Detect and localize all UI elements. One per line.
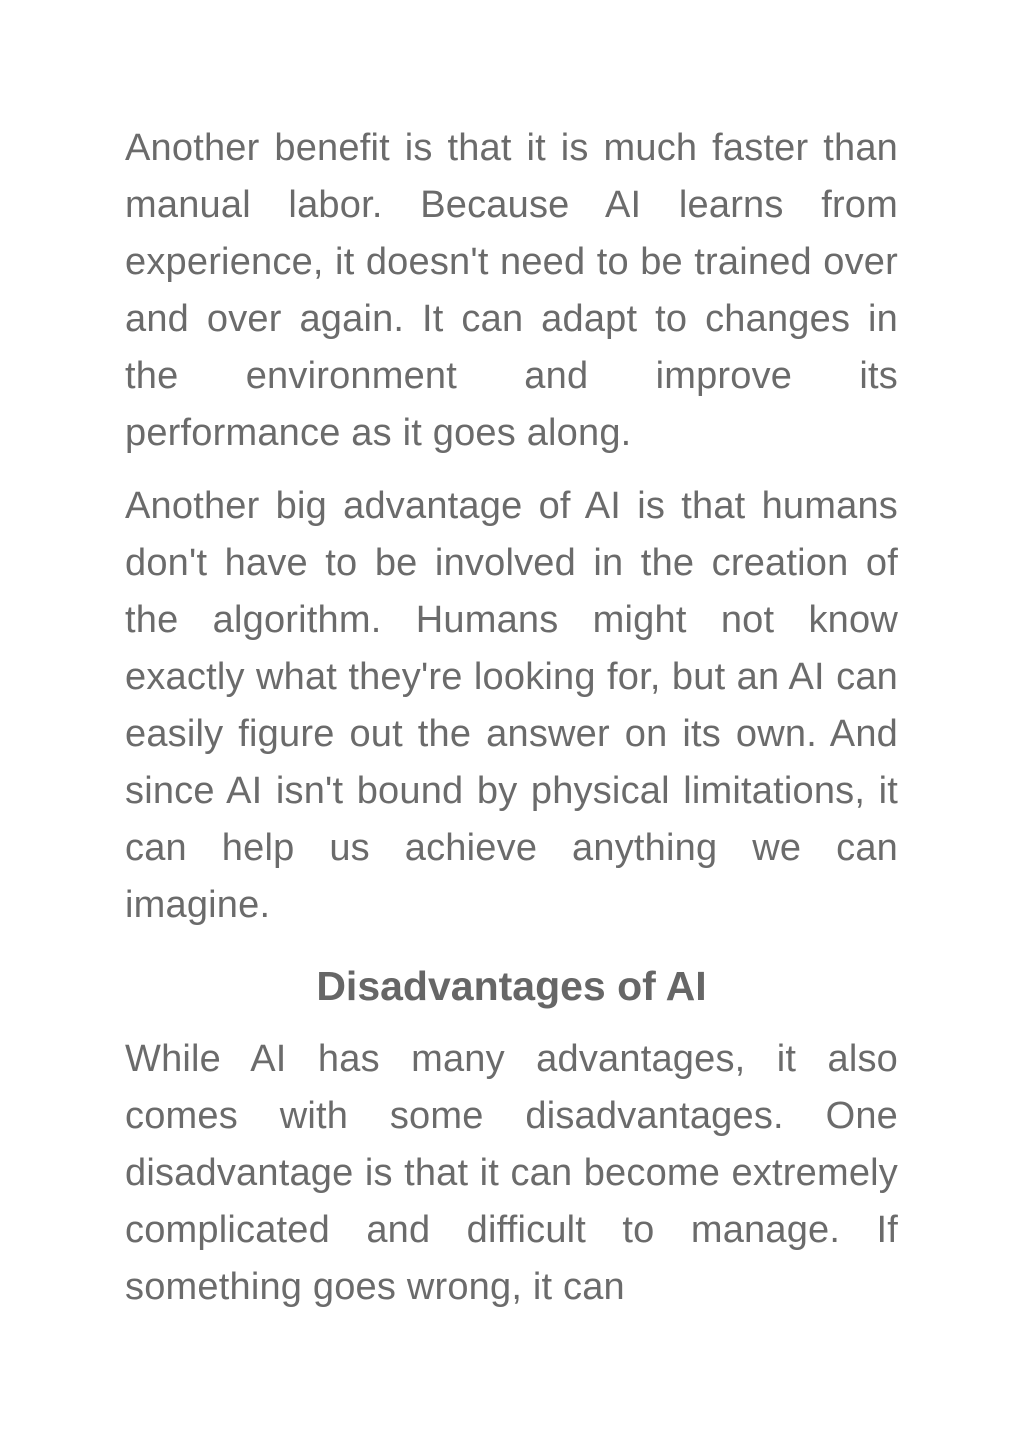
section-heading-disadvantages: Disadvantages of AI bbox=[316, 963, 707, 1009]
paragraph-big-advantage: Another big advantage of AI is that humans don't have to be involved in the creation of the algorithm. Humans might not know exactly what they're looking for, but an AI can easily figure out the answer on its own. And since AI isn't bound by physical limitations, it can help us achieve anything we can imagine. bbox=[125, 485, 898, 926]
document-page bbox=[125, 120, 898, 1316]
paragraph-speed-benefit: Another benefit is that it is much faster than manual labor. Because AI learns from experience, it doesn't need to be trained over and over again. It can adapt to changes in the environment and improve its performance as it goes along. bbox=[125, 127, 898, 454]
paragraph-disadvantages-intro: While AI has many advantages, it also comes with some disadvantages. One disadvantage is that it can become extremely complicated and difficult to manage. If something goes wrong, it can bbox=[125, 1038, 898, 1308]
